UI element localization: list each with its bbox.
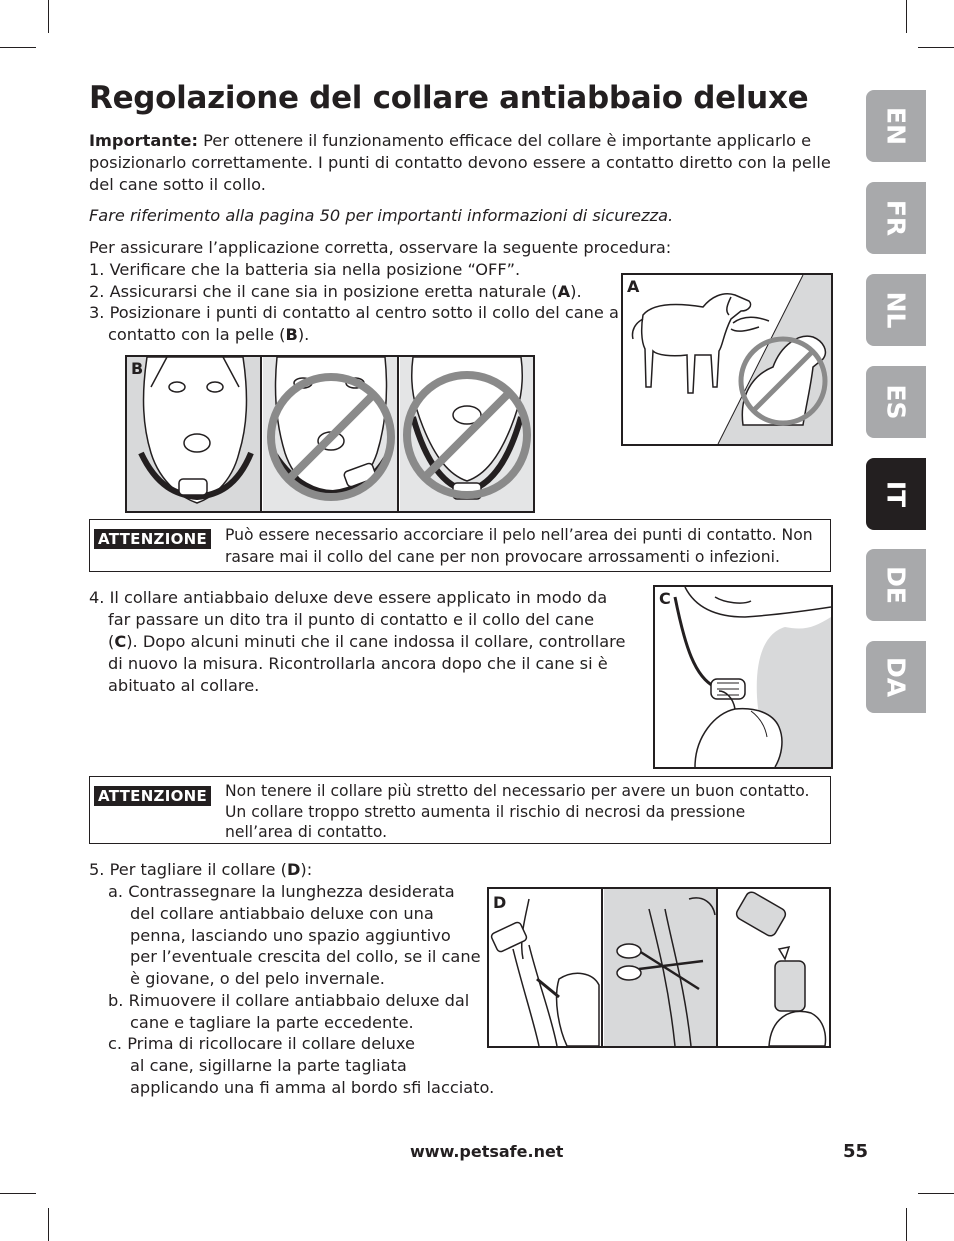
step-5-text: 5. Per tagliare il collare (	[89, 860, 287, 879]
step-2-end: ).	[570, 282, 582, 301]
dog-standing-illustration	[623, 275, 831, 444]
crop-mark	[0, 1193, 36, 1194]
warning-2-line2: Un collare troppo stretto aumenta il rischio di necrosi da pressione	[225, 803, 746, 821]
warning-badge: ATTENZIONE	[94, 786, 211, 806]
tab-fr[interactable]	[866, 182, 926, 254]
step-3-line2	[108, 324, 309, 346]
step-4-line4: di nuovo la misura. Ricontrollarla ancora dopo che il cane si è	[108, 654, 608, 673]
tab-nl-label: NL	[881, 291, 911, 329]
step-5c-line: al cane, sigillarne la parte tagliata	[130, 1056, 407, 1075]
warning-2-line3: nell’area di contatto.	[225, 823, 388, 841]
tab-en[interactable]	[866, 90, 926, 162]
step-5a-line: per l’eventuale crescita del collo, se il cane	[130, 947, 481, 966]
step-5c-line: c. Prima di ricollocare il collare deluxe	[108, 1034, 415, 1053]
collar-cutting-illustration	[489, 889, 829, 1046]
tab-es-label: ES	[881, 384, 911, 420]
crop-mark	[48, 0, 49, 33]
step-5-heading	[89, 859, 312, 881]
warning-2-line1: Non tenere il collare più stretto del necessario per avere un buon contatto.	[225, 782, 810, 800]
figure-ref-a: A	[557, 282, 571, 301]
finger-fit-illustration	[655, 587, 831, 767]
tab-da-label: DA	[881, 656, 911, 698]
figure-c	[653, 585, 833, 769]
step-5a-line: del collare antiabbaio deluxe con una	[130, 904, 434, 923]
step-5b-line: b. Rimuovere il collare antiabbaio deluxe dal	[108, 991, 470, 1010]
figure-ref-c: C	[114, 632, 127, 651]
warning-1-line1: Può essere necessario accorciare il pelo nell’area dei punti di contatto. Non	[225, 526, 813, 544]
tab-it-label: IT	[881, 480, 911, 508]
crop-mark	[906, 1208, 907, 1241]
step-2	[89, 281, 582, 303]
step-4-line3	[108, 631, 625, 653]
figure-b-label: B	[131, 359, 144, 378]
tab-fr-label: FR	[881, 199, 911, 237]
collar-position-illustrations	[127, 357, 533, 511]
step-4-line1: 4. Il collare antiabbaio deluxe deve essere applicato in modo da	[89, 588, 608, 607]
crop-mark	[906, 0, 907, 33]
step-5b-line: cane e tagliare la parte eccedente.	[130, 1013, 414, 1032]
procedure-intro: Per assicurare l’applicazione corretta, osservare la seguente procedura:	[89, 238, 672, 257]
tab-da[interactable]	[866, 641, 926, 713]
warning-box-2	[89, 776, 831, 844]
warning-box-1	[89, 519, 831, 572]
figure-c-label: C	[659, 589, 671, 608]
crop-mark	[918, 47, 954, 48]
step-4-text: ). Dopo alcuni minuti che il cane indossa il collare, controllare	[126, 632, 626, 651]
crop-mark	[0, 47, 36, 48]
tab-en-label: EN	[881, 106, 911, 146]
tab-de-label: DE	[881, 566, 911, 604]
step-5a-line: a. Contrassegnare la lunghezza desiderata	[108, 882, 455, 901]
step-3-end: ).	[297, 325, 310, 344]
step-5a-line: penna, lasciando uno spazio aggiuntivo	[130, 926, 451, 945]
page-title: Regolazione del collare antiabbaio deluxe	[89, 80, 809, 116]
figure-ref-d: D	[286, 860, 301, 879]
tab-nl[interactable]	[866, 274, 926, 346]
step-2-text: 2. Assicurarsi che il cane sia in posizione eretta naturale (	[89, 282, 558, 301]
step-3-text: contatto con la pelle (	[108, 325, 286, 344]
figure-a	[621, 273, 833, 446]
step-4-line2: far passare un dito tra il punto di contatto e il collo del cane	[108, 610, 595, 629]
tab-it[interactable]	[866, 458, 926, 530]
figure-ref-b: B	[285, 325, 298, 344]
page-number: 55	[843, 1141, 869, 1162]
step-5c-line: applicando una fi amma al bordo sfi lacciato.	[130, 1078, 495, 1097]
step-4-line5: abituato al collare.	[108, 676, 260, 695]
tab-es[interactable]	[866, 366, 926, 438]
intro-paragraph	[89, 130, 837, 196]
step-5a-line: è giovane, o del pelo invernale.	[130, 969, 385, 988]
step-3-line1: 3. Posizionare i punti di contatto al centro sotto il collo del cane a	[89, 303, 619, 322]
crop-mark	[48, 1208, 49, 1241]
step-1: 1. Verificare che la batteria sia nella posizione “OFF”.	[89, 260, 521, 279]
figure-b	[125, 355, 535, 513]
figure-d	[487, 887, 831, 1048]
figure-a-label: A	[627, 277, 640, 296]
crop-mark	[918, 1193, 954, 1194]
figure-d-label: D	[493, 893, 507, 912]
safety-reference: Fare riferimento alla pagina 50 per importanti informazioni di sicurezza.	[89, 206, 674, 225]
warning-1-line2: rasare mai il collo del cane per non provocare arrossamenti o infezioni.	[225, 548, 780, 566]
step-5-end: ):	[300, 860, 313, 879]
tab-de[interactable]	[866, 549, 926, 621]
footer-url[interactable]: www.petsafe.net	[410, 1142, 564, 1161]
intro-text: Per ottenere il funzionamento efficace del collare è importante applicarlo e posizionarlo correttamente. I punti di contatto devono essere a contatto diretto con la pelle del cane sotto il collo.	[89, 131, 831, 194]
step-4-open: (	[108, 632, 115, 651]
intro-label: Importante:	[89, 131, 198, 150]
warning-badge: ATTENZIONE	[94, 529, 211, 549]
